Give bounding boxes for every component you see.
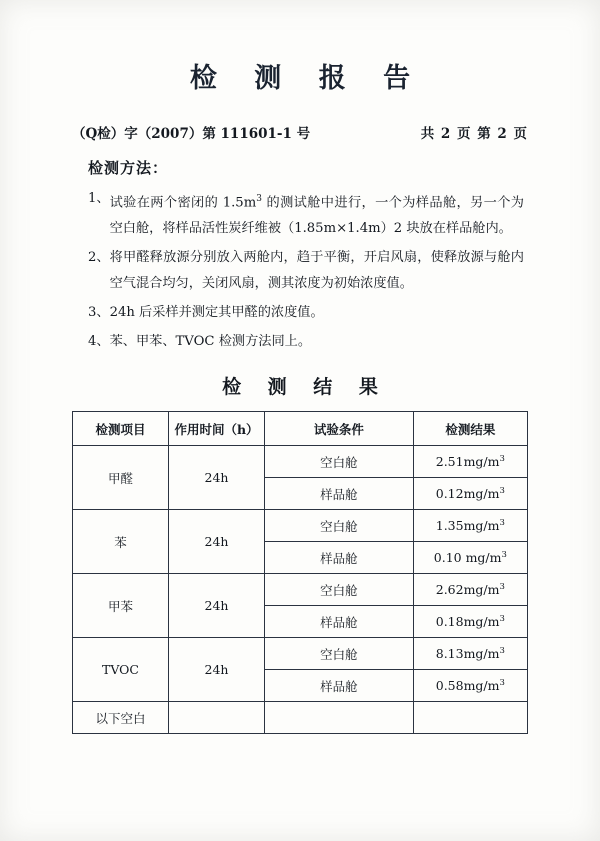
- cell-condition: 样品舱: [264, 478, 413, 510]
- column-header-condition: 试验条件: [264, 412, 413, 446]
- report-number: （Q检）字（2007）第 111601-1 号: [72, 126, 311, 142]
- table-row: [73, 446, 528, 478]
- cell-result: $2.51mg/m^3$: [413, 446, 527, 478]
- cell-result: $0.12mg/m^3$: [413, 478, 527, 510]
- cell-item: 甲苯: [73, 574, 169, 638]
- cell-result: $0.58mg/m^3$: [413, 670, 527, 702]
- cell-condition: 样品舱: [264, 670, 413, 702]
- cell-result: $2.62mg/m^3$: [413, 574, 527, 606]
- cell-item: TVOC: [73, 638, 169, 702]
- cell-empty: [413, 702, 527, 734]
- cell-empty: [264, 702, 413, 734]
- list-item-number: 4、: [88, 334, 110, 350]
- cell-condition: 样品舱: [264, 542, 413, 574]
- reference-line: [72, 122, 528, 142]
- cell-time: 24h: [169, 510, 265, 574]
- page-count: 共 2 页 第 2 页: [420, 126, 528, 142]
- list-item-number: 1、: [88, 191, 110, 206]
- column-header-result: 检测结果: [413, 412, 527, 446]
- table-row: [73, 574, 528, 606]
- method-list: [88, 186, 524, 358]
- table-header-row: [73, 412, 528, 446]
- cell-item: 苯: [73, 510, 169, 574]
- list-item-text: 将甲醛释放源分别放入两舱内，趋于平衡，开启风扇，使释放源与舱内空气混合均匀，关闭风扇，测其浓度为初始浓度值。: [109, 250, 524, 292]
- list-item: [88, 300, 524, 326]
- list-item: [88, 186, 524, 242]
- cell-result: $8.13mg/m^3$: [413, 638, 527, 670]
- cell-condition: 空白舱: [264, 446, 413, 478]
- cell-result: $1.35mg/m^3$: [413, 510, 527, 542]
- table-row: [73, 702, 528, 734]
- cell-footer-label: 以下空白: [73, 702, 169, 734]
- table-row: [73, 510, 528, 542]
- list-item-text: 24h 后采样并测定其甲醛的浓度值。: [109, 305, 324, 321]
- list-item-text: 苯、甲苯、TVOC 检测方法同上。: [109, 334, 312, 350]
- method-heading: 检测方法：: [88, 159, 169, 177]
- list-item-text: 试验在两个密闭的 $1.5m^3$ 的测试舱中进行，一个为样品舱，另一个为空白舱，将样品活性炭纤维被（1.85m×1.4m）2 块放在样品舱内。: [109, 194, 524, 237]
- column-header-item: 检测项目: [73, 412, 169, 446]
- cell-time: 24h: [169, 446, 265, 510]
- list-item-number: 3、: [88, 305, 110, 321]
- cell-condition: 空白舱: [264, 574, 413, 606]
- list-item: [88, 329, 524, 355]
- cell-item: 甲醛: [73, 446, 169, 510]
- column-header-time: 作用时间（h）: [169, 412, 265, 446]
- cell-condition: 样品舱: [264, 606, 413, 638]
- cell-result: 0.10 $mg/m^3$: [413, 542, 527, 574]
- cell-empty: [169, 702, 265, 734]
- cell-result: $0.18mg/m^3$: [413, 606, 527, 638]
- results-table: [72, 411, 528, 734]
- cell-time: 24h: [169, 574, 265, 638]
- list-item: [88, 245, 524, 297]
- cell-condition: 空白舱: [264, 638, 413, 670]
- list-item-number: 2、: [88, 250, 110, 266]
- cell-condition: 空白舱: [264, 510, 413, 542]
- cell-time: 24h: [169, 638, 265, 702]
- results-heading: 检 测 结 果: [222, 376, 388, 398]
- page-title: 检 测 报 告: [189, 63, 425, 94]
- table-row: [73, 638, 528, 670]
